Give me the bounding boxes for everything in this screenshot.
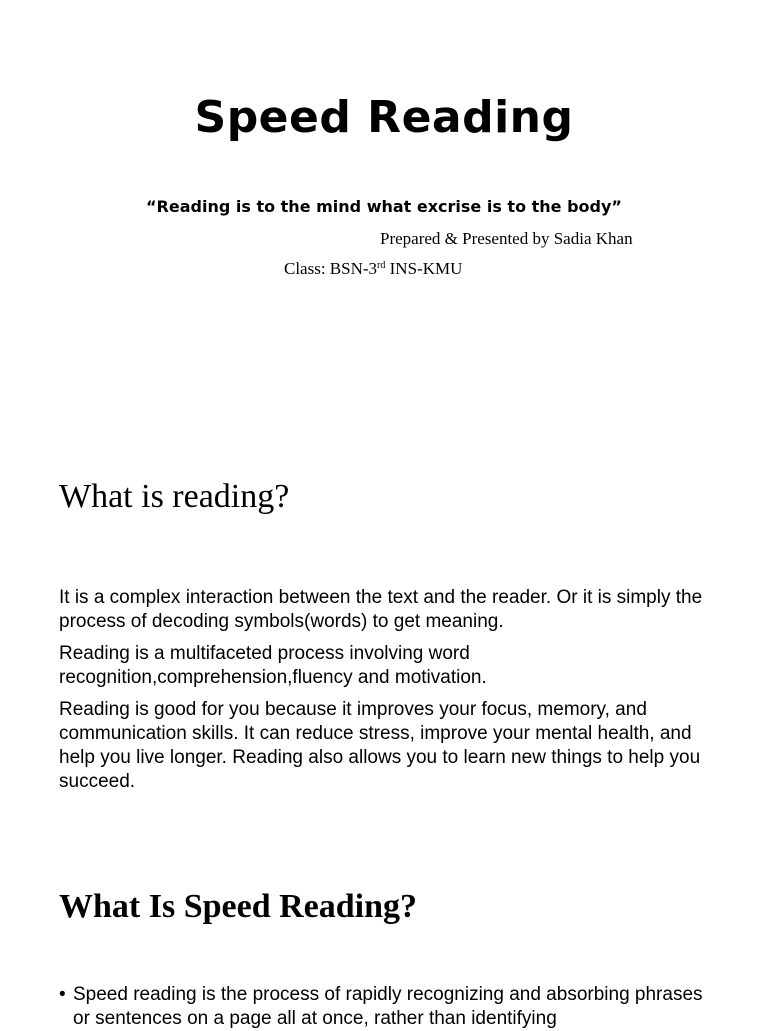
title-slide (0, 0, 768, 440)
class-suffix: INS-KMU (385, 259, 463, 278)
bullet-text: Speed reading is the process of rapidly recognizing and absorbing phrases or sentences on a page all at once, rather than identifying (73, 984, 703, 1029)
class-prefix: Class: BSN-3 (284, 259, 378, 278)
bullet-icon: • (59, 984, 66, 1005)
paragraph-process: Reading is a multifaceted process involving word recognition,comprehension,fluency and motivation. (59, 643, 487, 688)
class-line (284, 259, 462, 279)
presenter-line: Prepared & Presented by Sadia Khan (380, 229, 633, 248)
presentation-title: Speed Reading (194, 92, 574, 143)
what-is-reading-slide (0, 440, 768, 840)
section-heading: What is reading? (59, 478, 290, 515)
paragraph-definition: It is a complex interaction between the text and the reader. Or it is simply the process of decoding symbols(words) to get meaning. (59, 587, 703, 632)
quote: “Reading is to the mind what excrise is to the body” (146, 197, 622, 216)
section-heading: What Is Speed Reading? (59, 888, 418, 925)
class-superscript: rd (377, 260, 386, 271)
what-is-speed-reading-slide (0, 840, 768, 1029)
paragraph-benefits: Reading is good for you because it improves your focus, memory, and communication skills. It can reduce stress, improve your mental health, and help you live longer. Reading also allows you to learn new things to help you succeed. (59, 699, 701, 792)
